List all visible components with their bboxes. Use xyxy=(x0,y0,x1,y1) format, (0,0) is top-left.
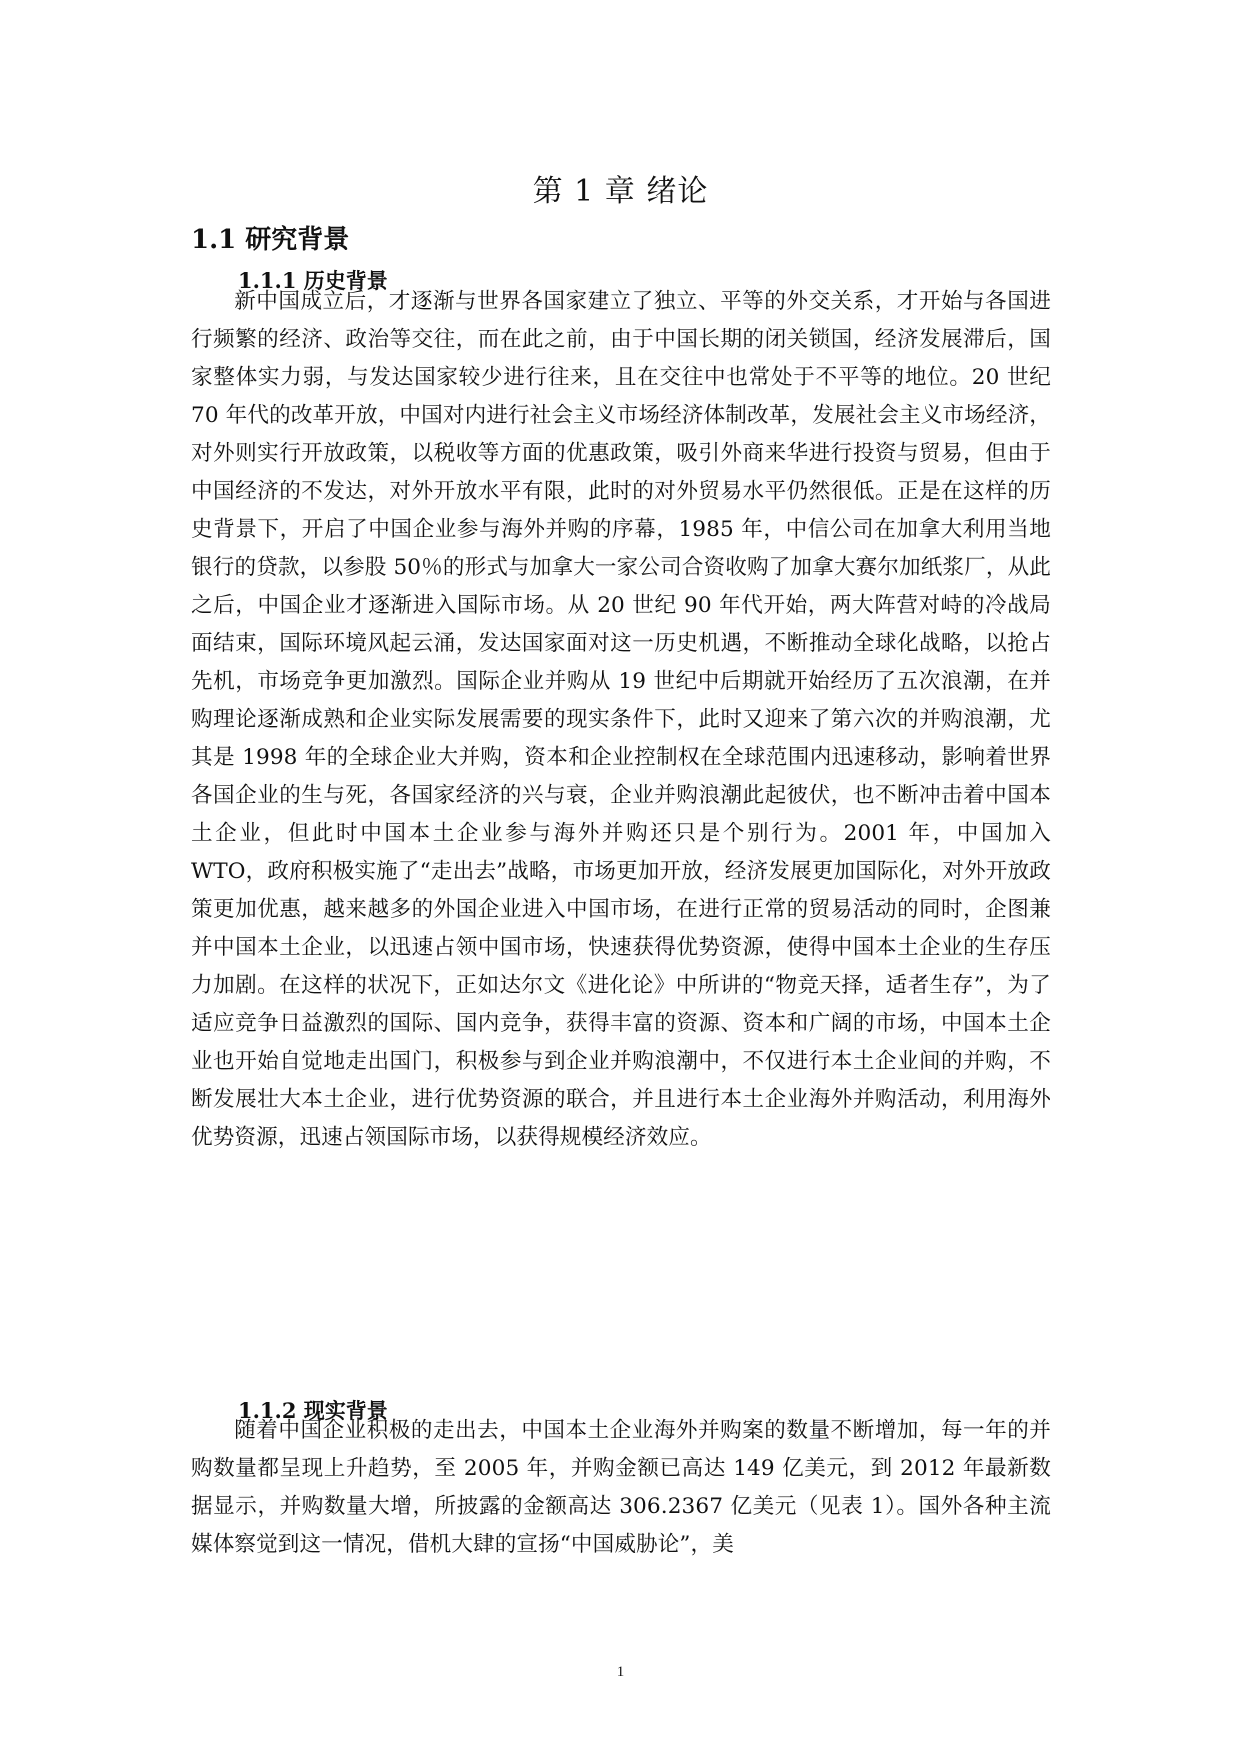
paragraph-historical-background: 新中国成立后，才逐渐与世界各国家建立了独立、平等的外交关系，才开始与各国进行频繁的经济、政治等交往，而在此之前，由于中国长期的闭关锁国，经济发展滞后，国家整体实力弱，与发达国家较少进行往来，且在交往中也常处于不平等的地位。20 世纪 70 年代的改革开放，中国对内进行社会主义市场经济体制改革，发展社会主义市场经济，对外则实行开放政策，以税收等方面的优惠政策，吸引外商来华进行投资与贸易，但由于中国经济的不发达，对外开放水平有限，此时的对外贸易水平仍然很低。正是在这样的历史背景下，开启了中国企业参与海外并购的序幕，1985 年，中信公司在加拿大利用当地银行的贷款，以参股 50％的形式与加拿大一家公司合资收购了加拿大赛尔加纸浆厂，从此之后，中国企业才逐渐进入国际市场。从 20 世纪 90 年代开始，两大阵营对峙的冷战局面结束，国际环境风起云涌，发达国家面对这一历史机遇，不断推动全球化战略，以抢占先机，市场竞争更加激烈。国际企业并购从 19 世纪中后期就开始经历了五次浪潮，在并购理论逐渐成熟和企业实际发展需要的现实条件下，此时又迎来了第六次的并购浪潮，尤其是 1998 年的全球企业大并购，资本和企业控制权在全球范围内迅速移动，影响着世界各国企业的生与死，各国家经济的兴与衰，企业并购浪潮此起彼伏，也不断冲击着中国本土企业，但此时中国本土企业参与海外并购还只是个别行为。2001 年，中国加入 WTO，政府积极实施了“走出去”战略，市场更加开放，经济发展更加国际化，对外开放政策更加优惠，越来越多的外国企业进入中国市场，在进行正常的贸易活动的同时，企图兼并中国本土企业，以迅速占领中国市场，快速获得优势资源，使得中国本土企业的生存压力加剧。在这样的状况下，正如达尔文《进化论》中所讲的“物竞天择，适者生存”，为了适应竞争日益激烈的国际、国内竞争，获得丰富的资源、资本和广阔的市场，中国本土企业也开始自觉地走出国门，积极参与到企业并购浪潮中，不仅进行本土企业间的并购，不断发展壮大本土企业，进行优势资源的联合，并且进行本土企业海外并购活动，利用海外优势资源，迅速占领国际市场，以获得规模经济效应。 xyxy=(191,289,1051,1150)
paragraph-current-background: 随着中国企业积极的走出去，中国本土企业海外并购案的数量不断增加，每一年的并购数量都呈现上升趋势，至 2005 年，并购金额已高达 149 亿美元，到 2012 年最新数据显示，并购数量大增，所披露的金额高达 306.2367 亿美元（见表 1）。国外各种主流媒体察觉到这一情况，借机大肆的宣扬“中国威胁论”，美 xyxy=(191,1418,1051,1557)
subsection-heading-current: 1.1.2 现实背景 xyxy=(238,1398,388,1423)
page-number: 1 xyxy=(616,1664,625,1680)
section-heading: 1.1 研究背景 xyxy=(191,224,350,255)
chapter-title: 第 1 章 绪论 xyxy=(532,174,709,210)
subsection-heading-historical: 1.1.1 历史背景 xyxy=(238,268,388,293)
